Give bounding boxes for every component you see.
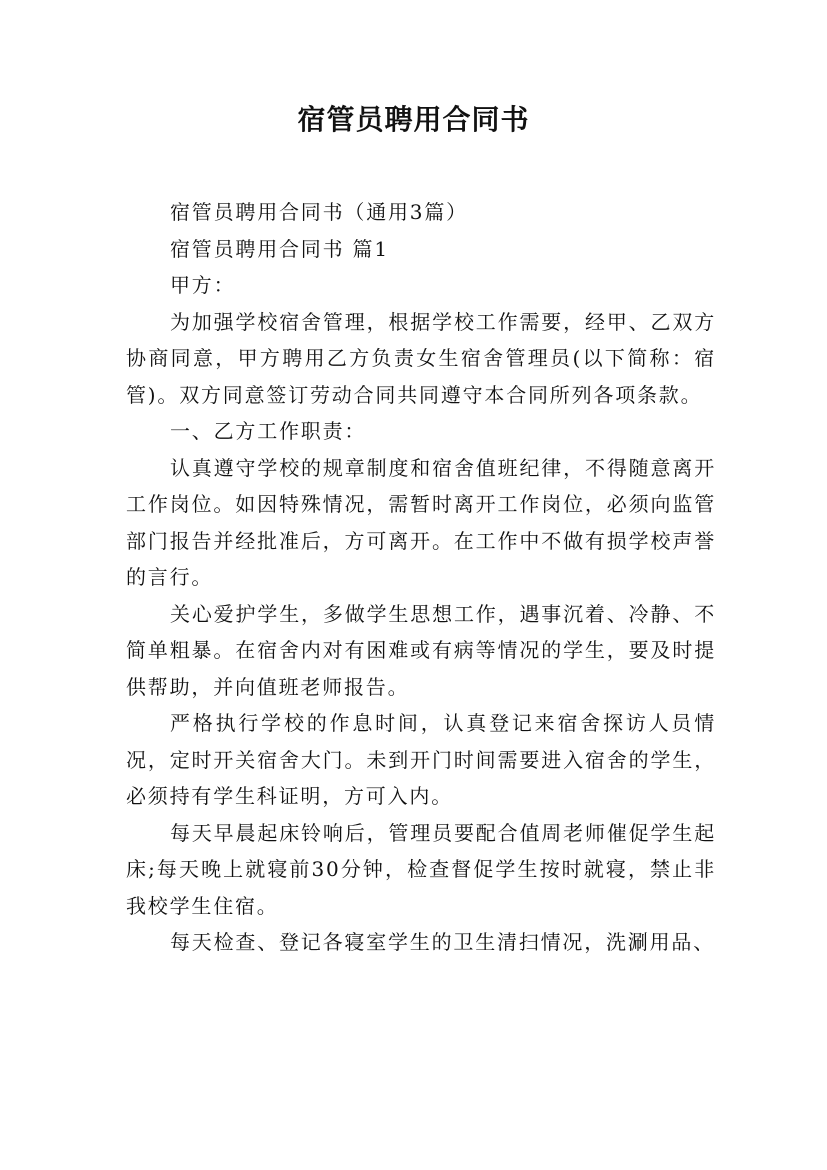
paragraph-duties-heading: 一、乙方工作职责： [170, 419, 367, 443]
paragraph-subtitle: 宿管员聘用合同书（通用3篇） [170, 200, 468, 224]
paragraph-duty-3: 严格执行学校的作息时间，认真登记来宿舍探访人员情况，定时开关宿舍大门。未到开门时间需要进入宿舍的学生，必须持有学生科证明，方可入内。 [126, 711, 716, 808]
paragraph-duty-5: 每天检查、登记各寝室学生的卫生清扫情况，洗涮用品、 [170, 930, 715, 954]
document-title: 宿管员聘用合同书 [297, 103, 530, 136]
document-body [126, 194, 716, 961]
paragraph-duty-2: 关心爱护学生，多做学生思想工作，遇事沉着、冷静、不简单粗暴。在宿舍内对有困难或有病等情况的学生，要及时提供帮助，并向值班老师报告。 [126, 601, 716, 699]
paragraph-party-a: 甲方： [170, 273, 236, 297]
paragraph-duty-1: 认真遵守学校的规章制度和宿舍值班纪律，不得随意离开工作岗位。如因特殊情况，需暂时离开工作岗位，必须向监管部门报告并经批准后，方可离开。在工作中不做有损学校声誉的言行。 [126, 455, 716, 589]
paragraph-intro: 为加强学校宿舍管理，根据学校工作需要，经甲、乙双方协商同意，甲方聘用乙方负责女生宿舍管理员(以下简称：宿管)。双方同意签订劳动合同共同遵守本合同所列各项条款。 [126, 309, 716, 407]
paragraph-section-heading: 宿管员聘用合同书 篇1 [170, 236, 389, 261]
paragraph-duty-4: 每天早晨起床铃响后，管理员要配合值周老师催促学生起床;每天晚上就寝前30分钟，检查督促学生按时就寝，禁止非我校学生住宿。 [126, 820, 716, 918]
